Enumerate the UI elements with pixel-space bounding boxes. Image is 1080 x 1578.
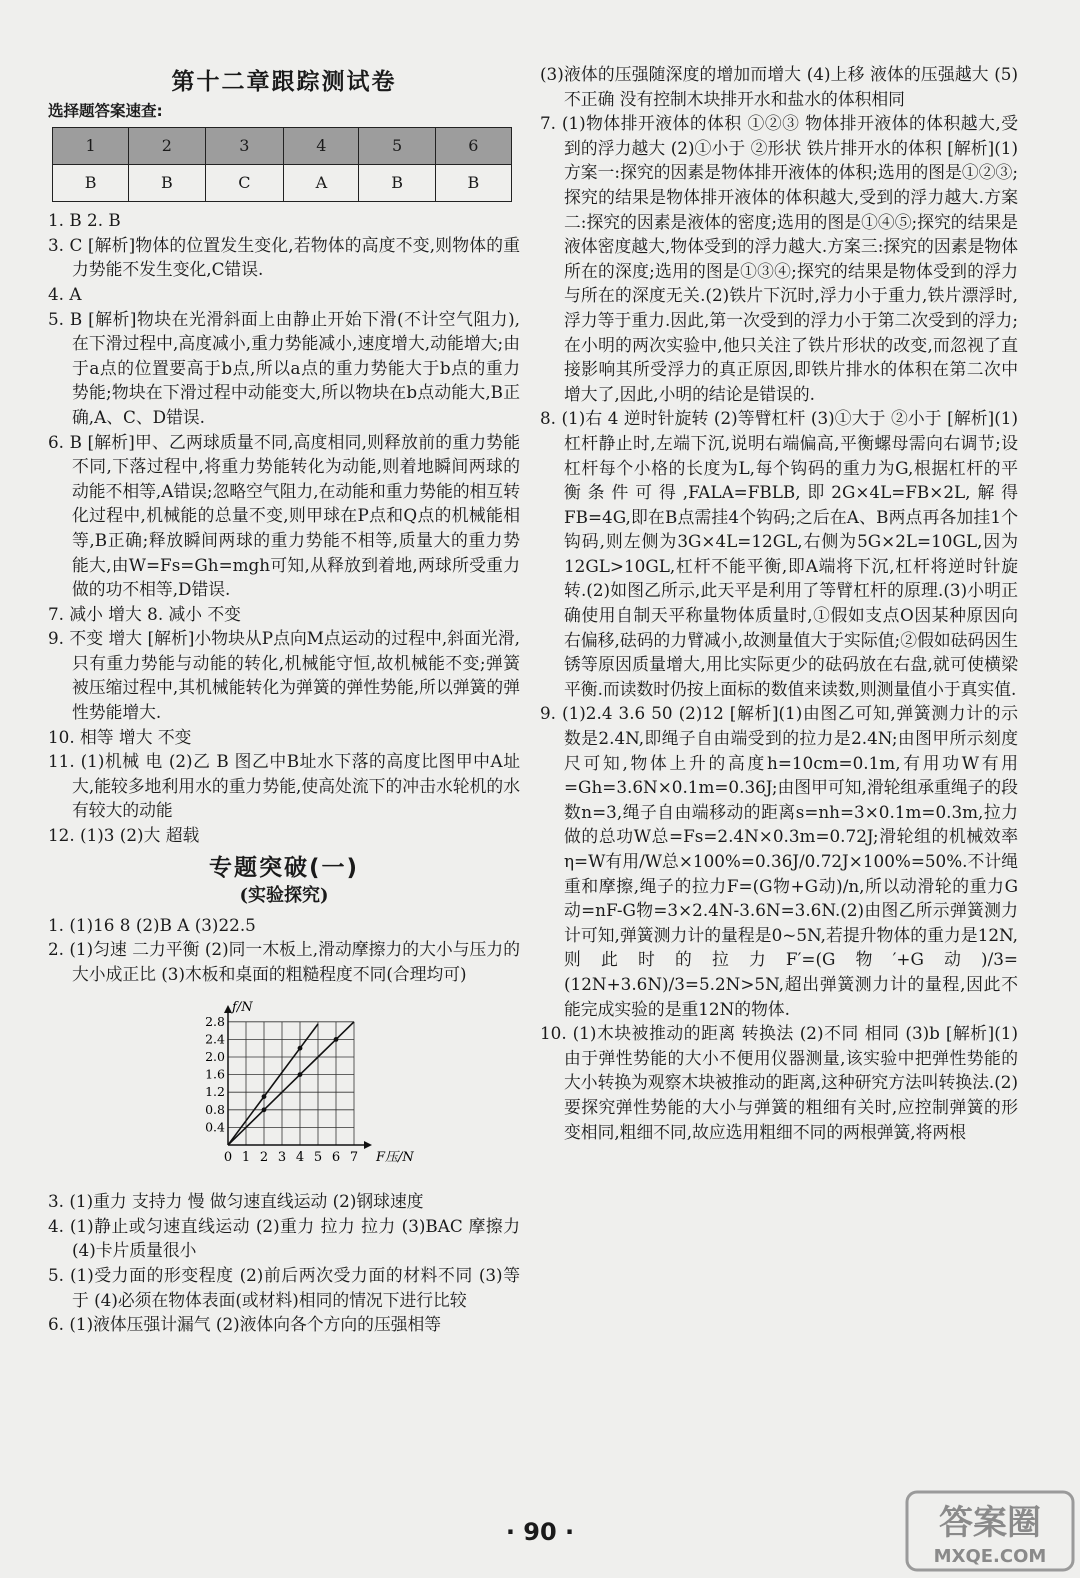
x-tick-label: 1 bbox=[241, 1149, 251, 1165]
watermark-url: MXQE.COM bbox=[933, 1546, 1047, 1567]
answer-table-answer-row bbox=[53, 165, 512, 202]
table-header-cell: 3 bbox=[205, 128, 284, 165]
answer-table-header-row bbox=[53, 128, 512, 165]
x-tick-label: 4 bbox=[295, 1149, 305, 1165]
answer-item: 7. (1)物体排开液体的体积 ①②③ 物体排开液体的体积越大,受到的浮力越大 (2)①小于 ②形状 铁片排开水的体积 [解析](1)方案一:探究的因素是物体排开液体的体积;选用的图是①②③;探究的结果是物体排开液体的体积越大,受到的浮力越大.方案二:探究的因素是液体的密度;选用的图是①④⑤;探究的结果是液体密度越大,物体受到的浮力越大.方案三:探究的因素是物体所在的深度;选用的图是①③④;探究的结果是物体受到的浮力与所在的深度无关.(2)铁片下沉时,浮力小于重力,铁片漂浮时,浮力等于重力.因此,第一次受到的浮力小于第二次受到的浮力;在小明的两次实验中,他只关注了铁片形状的改变,而忽视了直接影响其所受浮力的真正原因,即铁片排水的体积在第二次中增大了,因此,小明的结论是错误的. bbox=[540, 113, 1018, 404]
table-answer-cell: A bbox=[284, 165, 359, 202]
quick-answer-label: 选择题答案速查: bbox=[48, 101, 163, 120]
data-point bbox=[298, 1072, 303, 1077]
answer-item: 12. (1)3 (2)大 超载 bbox=[48, 825, 200, 846]
data-point bbox=[334, 1037, 339, 1042]
answer-item: 6. (1)液体压强计漏气 (2)液体向各个方向的压强相等 bbox=[48, 1314, 442, 1335]
answer-item: 9. (1)2.4 3.6 50 (2)12 [解析](1)由图乙可知,弹簧测力计的示数是2.4N,即绳子自由端受到的拉力是2.4N;由图甲所示刻度尺可知,物体上升的高度h=10cm=0.1m,有用功W有用=Gh=3.6N×0.1m=0.36J;由图甲可知,滑轮组承重绳子的段数n=3,绳子自由端移动的距离s=nh=3×0.1m=0.3m,拉力做的总功W总=Fs=2.4N×0.3m=0.72J;滑轮组的机械效率η=W有用/W总×100%=0.36J/0.72J×100%=50%.不计绳重和摩擦,绳子的拉力F=(G物+G动)/n,所以动滑轮的重力G动=nF-G物=3×2.4N-3.6N=3.6N.(2)由图乙所示弹簧测力计可知,弹簧测力计的量程是0~5N,若提升物体的重力是12N,则此时的拉力F′=(G物′+G动)/3=(12N+3.6N)/3=5.2N>5N,超出弹簧测力计的量程,因此不能完成实验的是重12N的物体. bbox=[540, 703, 1018, 1019]
table-header-cell: 6 bbox=[435, 128, 511, 165]
y-axis-label: f/N bbox=[232, 999, 253, 1015]
x-tick-label: 7 bbox=[349, 1149, 359, 1165]
answer-item: 4. A bbox=[48, 283, 82, 304]
data-point bbox=[262, 1107, 267, 1112]
answer-item: 6. B [解析]甲、乙两球质量不同,高度相同,则释放前的重力势能不同,下落过程中,将重力势能转化为动能,则着地瞬间两球的动能不相等,A错误;忽略空气阻力,在动能和重力势能的相互转化过程中,机械能的总量不变,则甲球在P点和Q点的机械能相等,B正确;释放瞬间两球的重力势能不相等,质量大的重力势能大,由W=Fs=Gh=mgh可知,从释放到着地,两球所受重力做的功不相等,D错误. bbox=[48, 431, 520, 600]
friction-graph bbox=[188, 995, 520, 1182]
chapter-title: 第十二章跟踪测试卷 bbox=[171, 69, 397, 95]
table-answer-cell: B bbox=[53, 165, 129, 202]
page-number: · 90 · bbox=[505, 1518, 575, 1546]
section-title: 专题突破(一) bbox=[208, 854, 360, 881]
x-tick-label: 2 bbox=[259, 1149, 269, 1165]
answer-item: 10. (1)木块被推动的距离 转换法 (2)不同 相同 (3)b [解析](1)由于弹性势能的大小不便用仪器测量,该实验中把弹性势能的大小转换为观察木块被推动的距离,这种研究方法叫转换法.(2)要探究弹性势能的大小与弹簧的粗细有关时,应控制弹簧的形变相同,粗细不同,故应选用粗细不同的两根弹簧,将两根 bbox=[540, 1023, 1018, 1142]
table-answer-cell: B bbox=[359, 165, 435, 202]
y-tick-label: 2.0 bbox=[205, 1048, 225, 1064]
table-header-cell: 4 bbox=[284, 128, 359, 165]
table-answer-cell: C bbox=[205, 165, 284, 202]
data-point bbox=[298, 1045, 303, 1050]
table-header-cell: 2 bbox=[129, 128, 205, 165]
answer-item: 5. (1)受力面的形变程度 (2)前后两次受力面的材料不同 (3)等于 (4)必须在物体表面(或材料)相同的情况下进行比较 bbox=[48, 1264, 520, 1310]
answer-item: 11. (1)机械 电 (2)乙 B 图乙中B址水下落的高度比图甲中A址大,能较多地利用水的重力势能,使高处流下的冲击水轮机的水有较大的动能 bbox=[48, 751, 520, 821]
y-tick-label: 1.2 bbox=[205, 1083, 225, 1099]
answer-item: 4. (1)静止或匀速直线运动 (2)重力 拉力 拉力 (3)BAC 摩擦力 (4)卡片质量很小 bbox=[48, 1215, 520, 1261]
x-axis-label: F压/N bbox=[376, 1149, 414, 1165]
right-column bbox=[540, 62, 1018, 1144]
y-tick-label: 0.8 bbox=[205, 1101, 225, 1117]
table-header-cell: 1 bbox=[53, 128, 129, 165]
answer-item: 3. C [解析]物体的位置发生变化,若物体的高度不变,则物体的重力势能不发生变化,C错误. bbox=[48, 234, 520, 280]
answer-item: 5. B [解析]物块在光滑斜面上由静止开始下滑(不计空气阻力),在下滑过程中,高度减小,重力势能减小,速度增大,动能增大;由于a点的位置要高于b点,所以a点的重力势能大于b点的重力势能;物块在下滑过程中动能变大,所以物块在b点动能大,B正确,A、C、D错误. bbox=[48, 308, 520, 427]
left-column bbox=[48, 62, 520, 1337]
answer-item: 1. B 2. B bbox=[48, 210, 121, 231]
answer-item: (3)液体的压强随深度的增加而增大 (4)上移 液体的压强越大 (5)不正确 没有控制木块排开水和盐水的体积相同 bbox=[540, 64, 1018, 109]
answer-item: 10. 相等 增大 不变 bbox=[48, 726, 192, 747]
x-tick-label: 3 bbox=[277, 1149, 287, 1165]
x-tick-label: 6 bbox=[331, 1149, 341, 1165]
y-tick-label: 2.8 bbox=[205, 1013, 225, 1029]
x-tick-label: 5 bbox=[313, 1149, 323, 1165]
watermark-logo bbox=[905, 1490, 1075, 1572]
friction-graph-svg bbox=[188, 995, 414, 1175]
answer-item: 9. 不变 增大 [解析]小物块从P点向M点运动的过程中,斜面光滑,只有重力势能与动能的转化,机械能守恒,故机械能不变;弹簧被压缩过程中,其机械能转化为弹簧的弹性势能,所以弹簧的弹性势能增大. bbox=[48, 628, 520, 723]
table-answer-cell: B bbox=[435, 165, 511, 202]
series-line bbox=[228, 1024, 318, 1145]
answer-item: 1. (1)16 8 (2)B A (3)22.5 bbox=[48, 914, 256, 935]
y-tick-label: 0.4 bbox=[205, 1118, 225, 1134]
table-header-cell: 5 bbox=[359, 128, 435, 165]
table-answer-cell: B bbox=[129, 165, 205, 202]
y-axis-arrow bbox=[224, 1005, 232, 1013]
y-tick-label: 1.6 bbox=[205, 1066, 225, 1082]
x-tick-label: 0 bbox=[223, 1149, 233, 1165]
answer-item: 7. 减小 增大 8. 减小 不变 bbox=[48, 603, 241, 624]
watermark-title: 答案圈 bbox=[939, 1503, 1041, 1543]
y-tick-label: 2.4 bbox=[205, 1030, 225, 1046]
answer-item: 3. (1)重力 支持力 慢 做匀速直线运动 (2)钢球速度 bbox=[48, 1191, 424, 1212]
data-point bbox=[262, 1094, 267, 1099]
section-subtitle: (实验探究) bbox=[239, 885, 329, 907]
answer-item: 8. (1)右 4 逆时针旋转 (2)等臂杠杆 (3)①大于 ②小于 [解析](1)杠杆静止时,左端下沉,说明右端偏高,平衡螺母需向右调节;设杠杆每个小格的长度为L,每个钩码的重力为G,根据杠杆的平衡条件可得,FALA=FBLB,即2G×4L=FB×2L,解得FB=4G,即在B点需挂4个钩码;之后在A、B两点再各加挂1个钩码,则左侧为3G×4L=12GL,右侧为5G×2L=10GL,因为12GL>10GL,杠杆不能平衡,即A端将下沉,杠杆将逆时针旋转.(2)如图乙所示,此天平是利用了等臂杠杆的原理.(3)小明正确使用自制天平称量物体质量时,①假如支点O因某种原因向右偏移,砝码的力臂减小,故测量值大于实际值;②假如砝码因生锈等原因质量增大,用比实际更少的砝码放在右盘,就可使横梁平衡.而读数时仍按上面标的数值来读数,则测量值小于真实值. bbox=[540, 408, 1018, 699]
answer-table bbox=[52, 127, 512, 202]
x-axis-arrow bbox=[364, 1141, 372, 1149]
answer-item: 2. (1)匀速 二力平衡 (2)同一木板上,滑动摩擦力的大小与压力的大小成正比 (3)木板和桌面的粗糙程度不同(合理均可) bbox=[48, 939, 520, 984]
